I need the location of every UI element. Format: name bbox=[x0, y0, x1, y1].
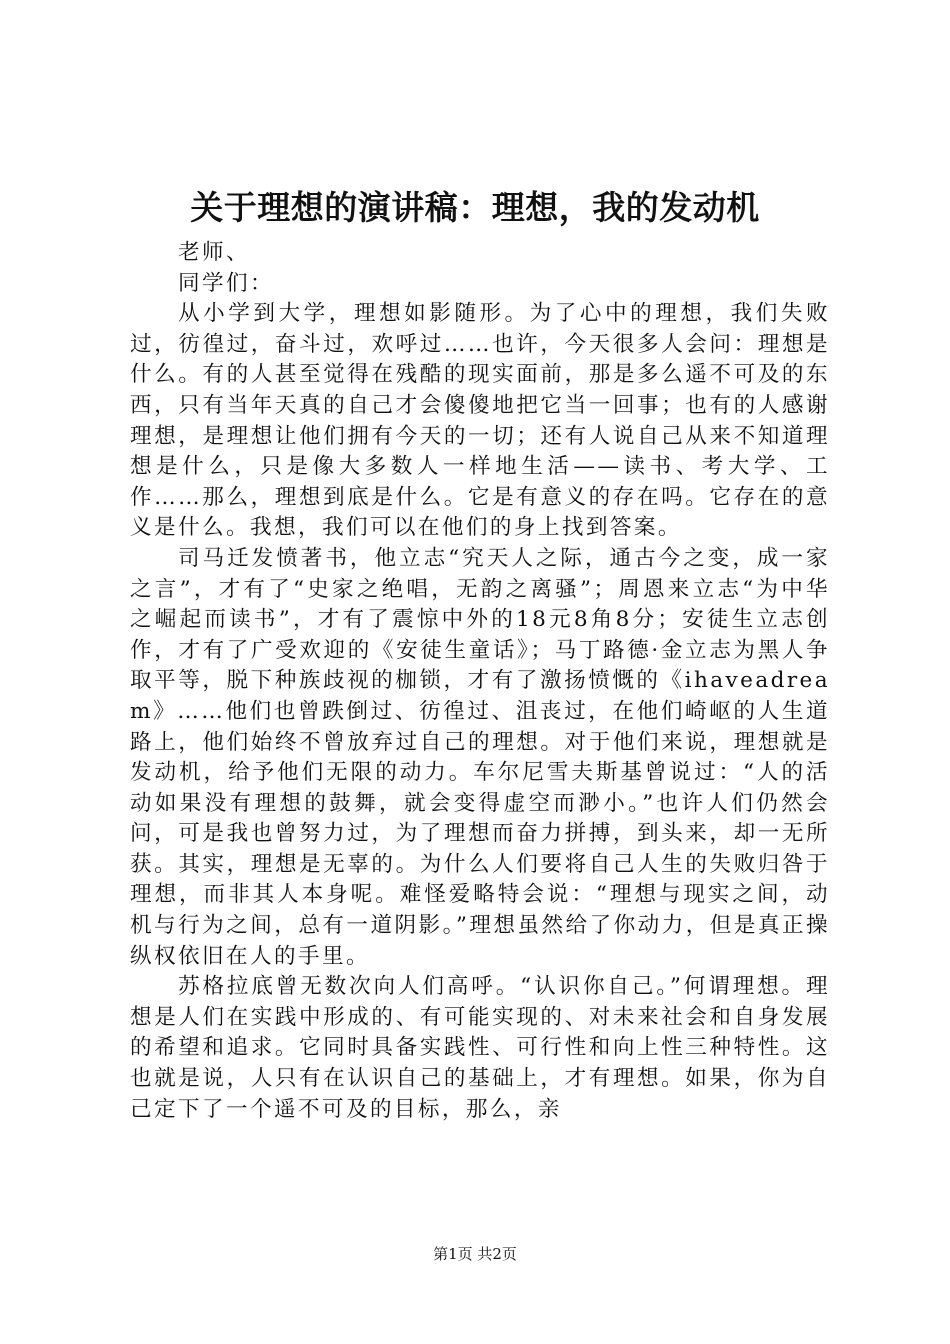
body-paragraph-1: 从小学到大学，理想如影随形。为了心中的理想，我们失败过，彷徨过，奋斗过，欢呼过……也许，今天很多人会问：理想是什么。有的人甚至觉得在残酷的现实面前，那是多么遥不可及的东西，只有当年天真的自己才会傻傻地把它当一回事；也有的人感谢理想，是理想让他们拥有今天的一切；还有人说自己从来不知道理想是什么，只是像大多数人一样地生活——读书、考大学、工作……那么，理想到底是什么。它是有意义的存在吗。它存在的意义是什么。我想，我们可以在他们的身上找到答案。 bbox=[130, 301, 830, 541]
body-paragraph-2: 司马迁发愤著书，他立志“究天人之际，通古今之变，成一家之言”，才有了“史家之绝唱，无韵之离骚”；周恩来立志“为中华之崛起而读书”，才有了震惊中外的18元8角8分；安徒生立志创作，才有了广受欢迎的《安徒生童话》；马丁路德·金立志为黑人争取平等，脱下种族歧视的枷锁，才有了激扬愤慨的《ihaveadream》……他们也曾跌倒过、彷徨过、沮丧过，在他们崎岖的人生道路上，他们始终不曾放弃过自己的理想。对于他们来说，理想就是发动机，给予他们无限的动力。车尔尼雪夫斯基曾说过：“人的活动如果没有理想的鼓舞，就会变得虚空而渺小。”也许人们仍然会问，可是我也曾努力过，为了理想而奋力拼搏，到头来，却一无所获。其实，理想是无辜的。为什么人们要将自己人生的失败归咎于理想，而非其人本身呢。难怪爱略特会说：“理想与现实之间，动机与行为之间，总有一道阴影。”理想虽然给了你动力，但是真正操纵权依旧在人的手里。 bbox=[130, 545, 830, 969]
document-title: 关于理想的演讲稿：理想，我的发动机 bbox=[190, 188, 760, 227]
salutation-teachers: 老师、 bbox=[178, 240, 250, 265]
page-number-footer: 第1页 共2页 bbox=[433, 1245, 517, 1263]
body-paragraph-3: 苏格拉底曾无数次向人们高呼。“认识你自己。”何谓理想。理想是人们在实践中形成的、有可能实现的、对未来社会和自身发展的希望和追求。它同时具备实践性、可行性和向上性三种特性。这也就是说，人只有在认识自己的基础上，才有理想。如果，你为自己定下了一个遥不可及的目标，那么，亲 bbox=[130, 974, 830, 1122]
salutation-classmates: 同学们： bbox=[178, 270, 274, 296]
document-body bbox=[130, 238, 830, 1125]
